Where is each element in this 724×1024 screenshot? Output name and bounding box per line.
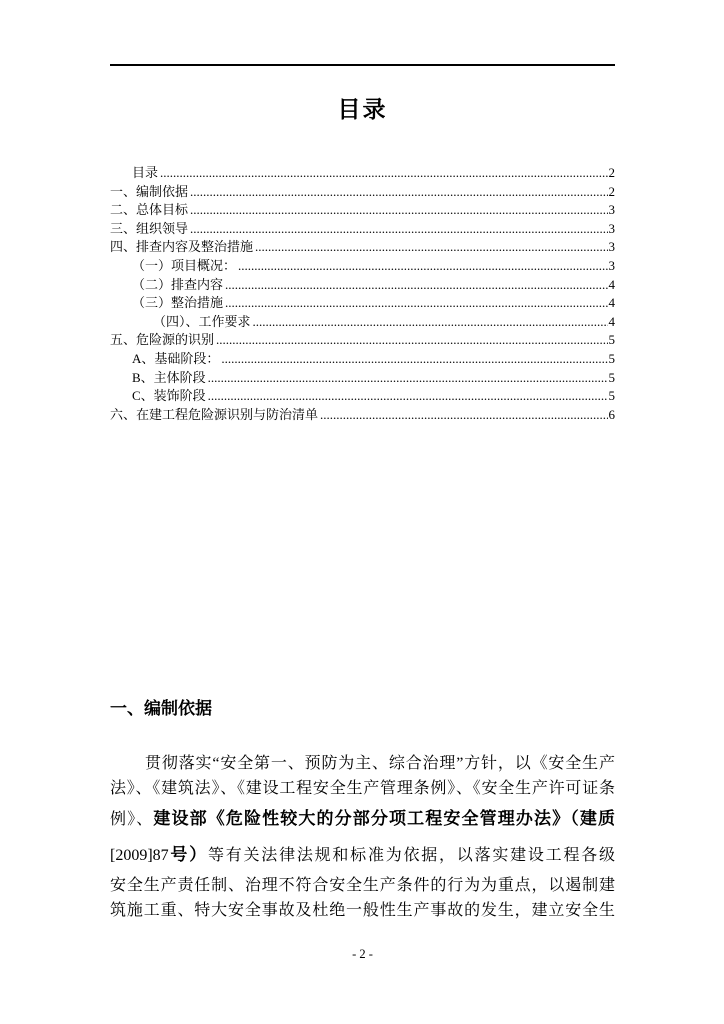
paragraph-run: 安全生产责任制、治理不符合安全生产条件的行为为重点，以遏制建 [110,877,615,894]
toc-page-number: 2 [608,183,615,199]
toc-entry-label: （三）整治措施 [132,295,224,311]
toc-dot-leader [188,201,607,220]
paragraph-run: 等有关法律法规和标准为依据，以落实建设工程各级 [207,847,615,864]
paragraph-line [110,837,615,873]
toc-page-number: 4 [608,276,615,292]
toc-entry-label: 五、危险源的识别 [110,332,215,348]
toc-page-number: 3 [608,257,615,273]
toc-entry[interactable] [110,257,615,276]
toc-entry[interactable] [110,294,615,313]
toc-page-number: 5 [608,332,615,348]
toc-dot-leader [251,313,608,332]
toc-entry-label: 二、总体目标 [110,202,189,218]
toc-entry-label: 一、编制依据 [110,183,189,199]
toc-entry-label: （一）项目概况： [132,257,237,273]
toc-entry[interactable] [110,313,615,332]
toc-page-number: 3 [608,239,615,255]
toc-dot-leader [188,220,607,239]
paragraph-line [110,776,615,801]
toc-page-number: 5 [608,350,615,366]
toc-dot-leader [158,164,607,183]
toc-entry[interactable] [110,331,615,350]
toc-page-number: 4 [608,295,615,311]
toc-entry[interactable] [110,164,615,183]
toc-entry-label: A、基础阶段： [132,350,220,366]
toc-page-number: 5 [608,388,615,404]
toc-dot-leader [219,350,607,369]
section-heading: 一、编制依据 [110,699,212,718]
toc-list [110,164,615,424]
paragraph-line [110,873,615,898]
paragraph-run-bold: 建设部《危险性较大的分部分项工程安全管理办法》（建质 [153,809,615,828]
paragraph-run-bold: 号） [168,845,208,864]
paragraph-run: 例》、 [110,811,154,828]
toc-dot-leader [318,406,607,425]
page-number-footer: - 2 - [352,947,373,961]
toc-page-number: 6 [608,406,615,422]
toc-entry-label: （四）、工作要求 [153,313,251,329]
toc-dot-leader [253,238,607,257]
toc-entry[interactable] [110,183,615,202]
toc-entry[interactable] [110,387,615,406]
toc-entry-label: C、装饰阶段 [132,388,206,404]
paragraph-run: 法》、《建筑法》、《建设工程安全生产管理条例》、《安全生产许可证条 [110,780,615,797]
toc-entry-label: B、主体阶段 [132,369,206,385]
toc-dot-leader [223,294,607,313]
paragraph-line [110,751,615,776]
toc-page-number: 2 [608,165,615,180]
toc-page-number: 5 [608,369,615,385]
paragraph-run: 筑施工重、特大安全事故及杜绝一般性生产事故的发生，建立安全生 [110,902,615,919]
toc-entry[interactable] [110,201,615,220]
toc-entry[interactable] [110,350,615,369]
paragraph-run: [2009]87 [110,847,169,864]
toc-entry-label: 目录 [132,165,159,180]
toc-dot-leader [206,369,608,388]
toc-entry-label: 四、排查内容及整治措施 [110,239,254,255]
toc-entry[interactable] [110,406,615,425]
paragraph-line [110,898,615,923]
toc-dot-leader [214,331,607,350]
toc-entry[interactable] [110,369,615,388]
toc-dot-leader [236,257,607,276]
paragraph-line [110,801,615,837]
toc-page-number: 3 [608,202,615,218]
toc-entry[interactable] [110,220,615,239]
toc-entry-label: 六、在建工程危险源识别与防治清单 [110,406,319,422]
toc-page-number: 4 [608,313,615,329]
toc-entry[interactable] [110,276,615,295]
toc-page-number: 3 [608,220,615,236]
toc-entry[interactable] [110,238,615,257]
header-rule [110,64,615,66]
toc-entry-label: 三、组织领导 [110,220,189,236]
paragraph-run: 贯彻落实“安全第一、预防为主、综合治理”方针，以《安全生产 [145,755,615,772]
toc-entry-label: （二）排查内容 [132,276,224,292]
toc-dot-leader [223,276,607,295]
toc-title: 目录 [337,96,388,122]
toc-dot-leader [188,183,607,202]
toc-dot-leader [206,387,608,406]
body-paragraph [110,751,615,923]
